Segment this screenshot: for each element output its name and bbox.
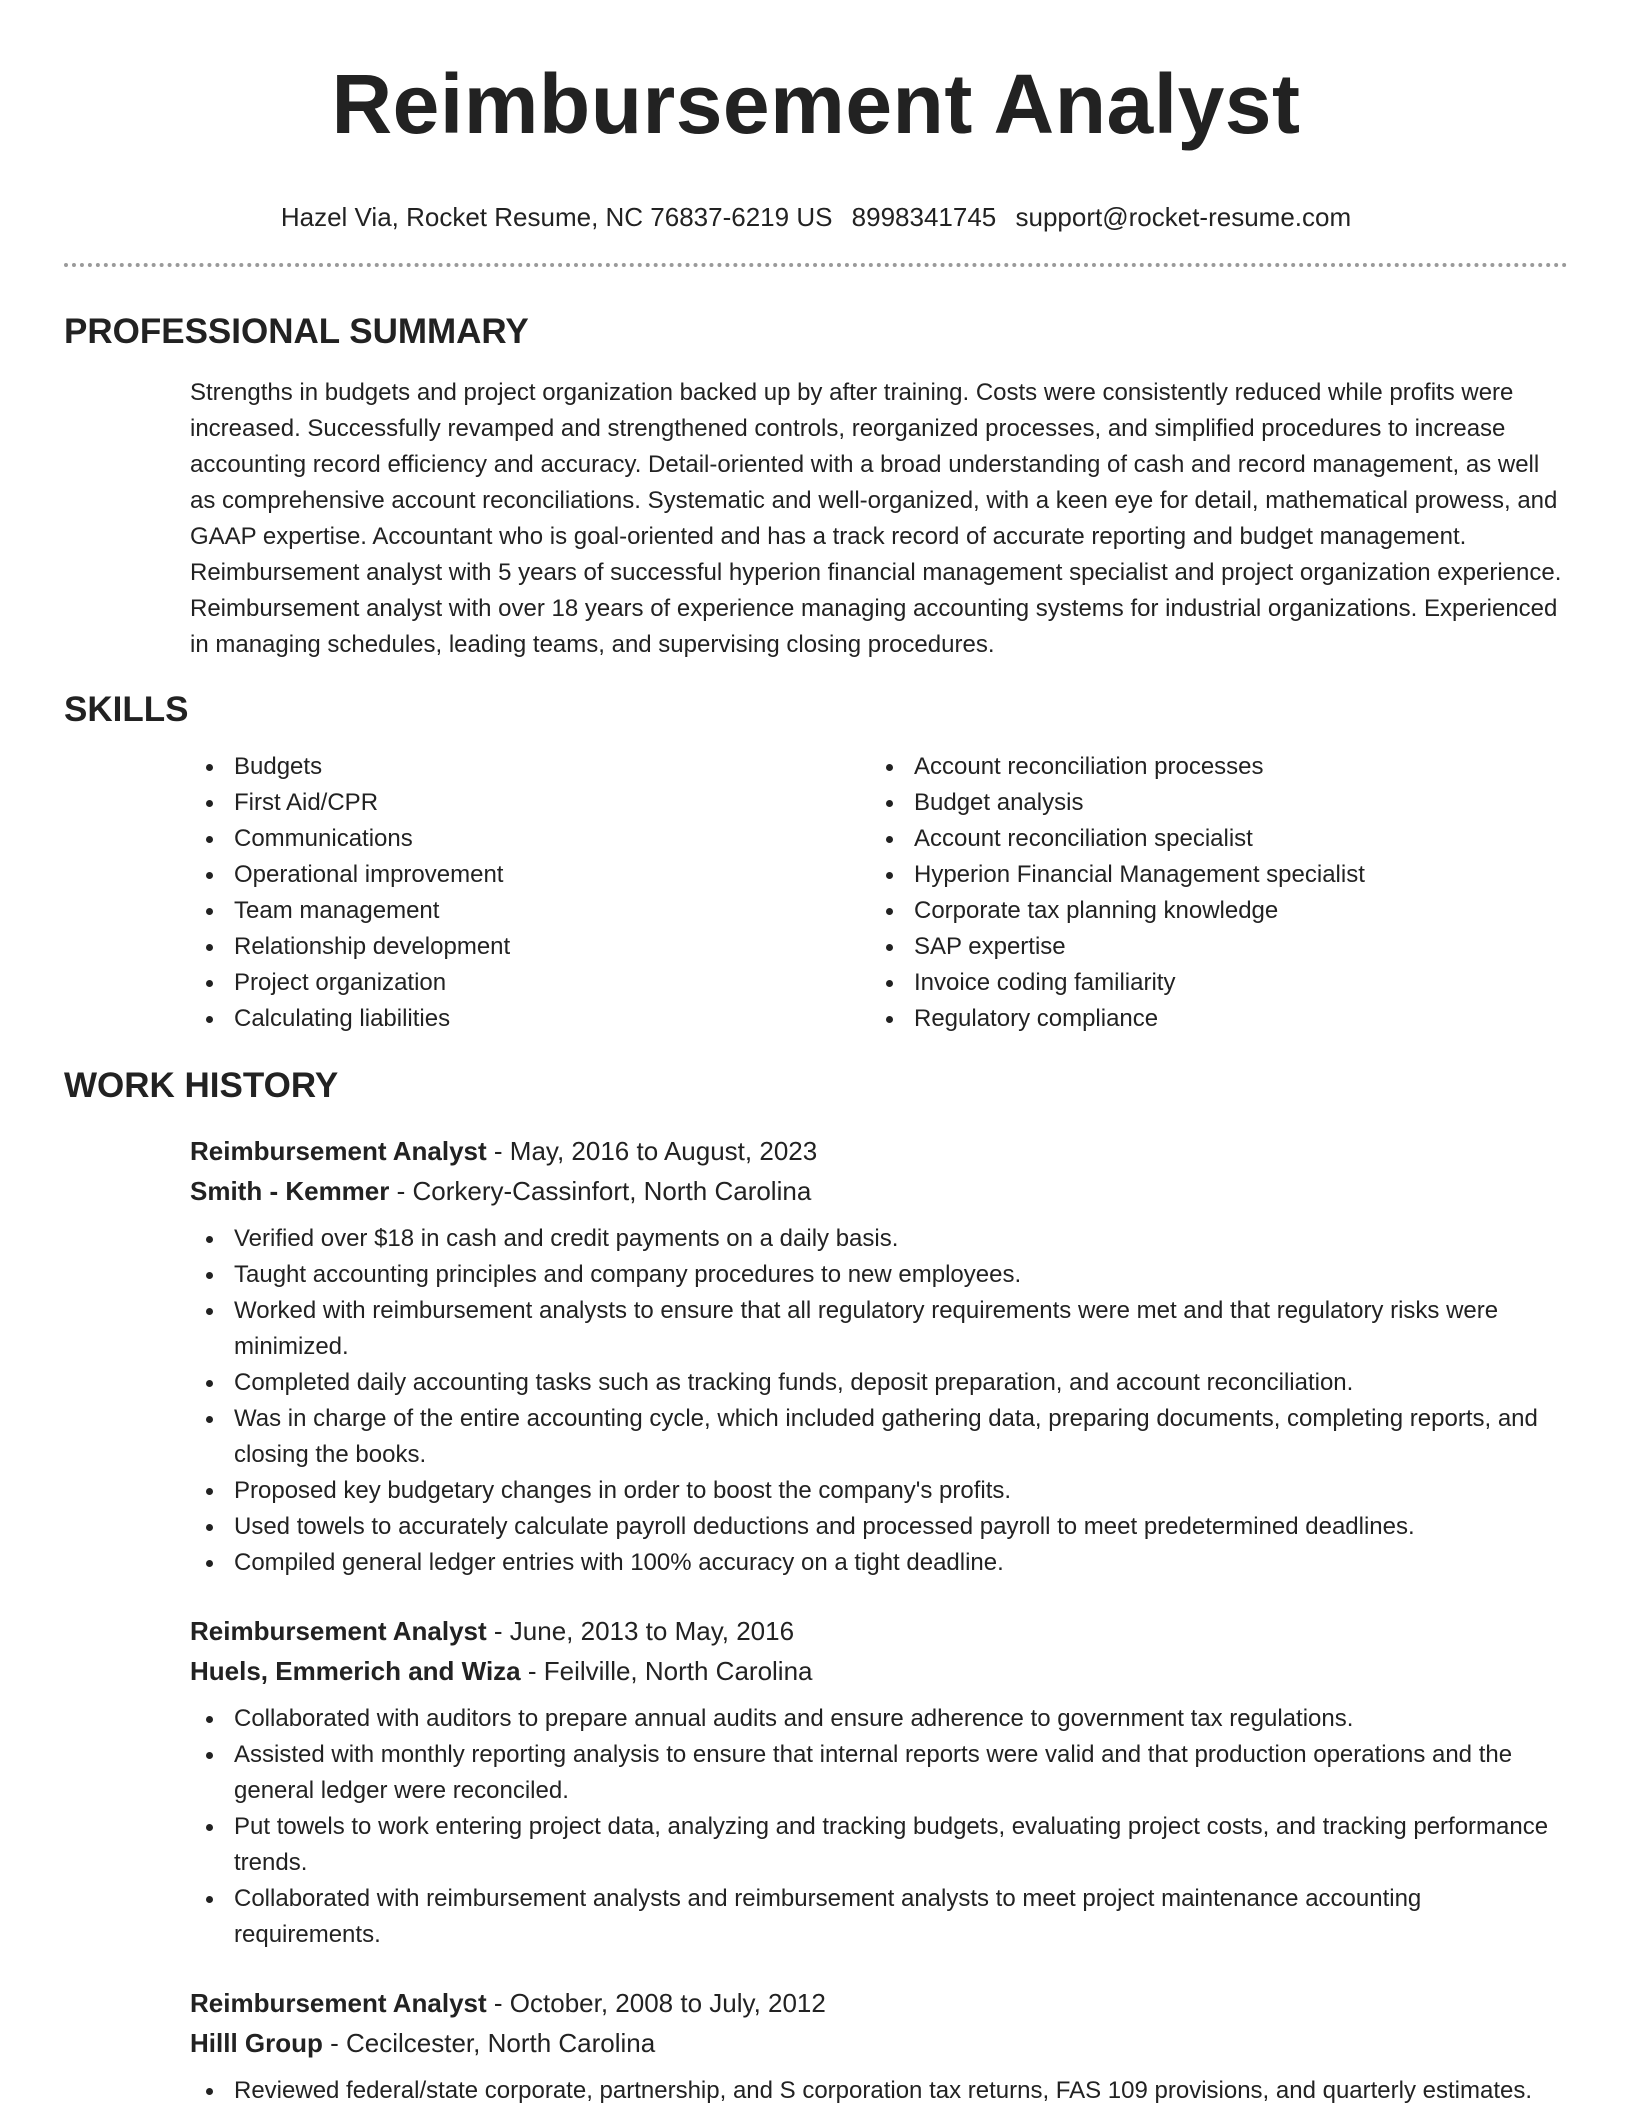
job-bullet: Used towels to accurately calculate payroll deductions and processed payroll to meet predetermined deadlines. [190,1509,1568,1545]
job-location: - Corkery-Cassinfort, North Carolina [389,1176,812,1207]
skill-item: Budget analysis [870,785,1550,821]
contact-phone: 8998341745 [851,202,997,233]
job-company: Smith - Kemmer [190,1176,390,1207]
skill-item: Hyperion Financial Management specialist [870,857,1550,893]
job-company: Hilll Group [190,2028,323,2059]
skill-item: Relationship development [190,929,870,965]
job-bullet: Proposed key budgetary changes in order to boost the company's profits. [190,1473,1568,1509]
summary-text: Strengths in budgets and project organization backed up by after training. Costs were consistently reduced while profits were increased. Successfully revamped and strengthened controls, reorganized processes, and simplified procedures to increase accounting record efficiency and accuracy. Detail-oriented with a broad understanding of cash and record management, as well as comprehensive account reconciliations. Systematic and well-organized, with a keen eye for detail, mathematical prowess, and GAAP expertise. Accountant who is goal-oriented and has a track record of accurate reporting and budget management. Reimbursement analyst with 5 years of successful hyperion financial management specialist and project organization experience. Reimbursement analyst with over 18 years of experience managing accounting systems for industrial organizations. Experienced in managing schedules, leading teams, and supervising closing procedures. [190,379,1562,659]
skill-item: Project organization [190,965,870,1001]
job-title-line [190,1131,1568,1171]
job-bullet: Compiled general ledger entries with 100% accuracy on a tight deadline. [190,1545,1568,1581]
job-bullet: Was in charge of the entire accounting cycle, which included gathering data, preparing documents, completing reports, and closing the books. [190,1401,1568,1473]
job-company-line [190,1171,1568,1211]
skill-item: Regulatory compliance [870,1001,1550,1037]
job-bullet: Collaborated with reimbursement analysts and reimbursement analysts to meet project maintenance accounting requirements. [190,1881,1568,1953]
job-location: - Cecilcester, North Carolina [322,2028,656,2059]
skill-item: Calculating liabilities [190,1001,870,1037]
job-bullet: Taught accounting principles and company procedures to new employees. [190,1257,1568,1293]
job-title-line [190,1611,1568,1651]
job-company-line [190,1651,1568,1691]
job-bullet: Assisted with monthly reporting analysis to ensure that internal reports were valid and that production operations and the general ledger were reconciled. [190,1737,1568,1809]
skill-item: Budgets [190,749,870,785]
contact-email: support@rocket-resume.com [1015,202,1352,233]
job-bullet: Worked with reimbursement analysts to ensure that all regulatory requirements were met and that regulatory risks were minimized. [190,1293,1568,1365]
job-bullets [190,1701,1568,1953]
work-history-heading: WORK HISTORY [64,1066,339,1106]
job-bullet: Reviewed federal/state corporate, partnership, and S corporation tax returns, FAS 109 provisions, and quarterly estimates. [190,2073,1568,2109]
skill-item: SAP expertise [870,929,1550,965]
skill-item: First Aid/CPR [190,785,870,821]
summary-heading: PROFESSIONAL SUMMARY [64,312,529,352]
job-bullets [190,1221,1568,1581]
contact-line [64,202,1568,233]
header-divider [64,263,1568,267]
skill-item: Account reconciliation processes [870,749,1550,785]
job-entry [190,1983,1568,2109]
contact-address: Hazel Via, Rocket Resume, NC 76837-6219 US [280,202,833,233]
job-company-line [190,2023,1568,2063]
skill-item: Account reconciliation specialist [870,821,1550,857]
job-bullet: Put towels to work entering project data, analyzing and tracking budgets, evaluating project costs, and tracking performance trends. [190,1809,1568,1881]
skills-heading: SKILLS [64,690,189,730]
job-title: Reimbursement Analyst [190,1988,487,2019]
job-bullet: Verified over $18 in cash and credit payments on a daily basis. [190,1221,1568,1257]
job-company: Huels, Emmerich and Wiza [190,1656,521,1687]
job-bullet: Collaborated with auditors to prepare annual audits and ensure adherence to government tax regulations. [190,1701,1568,1737]
skill-item: Invoice coding familiarity [870,965,1550,1001]
job-entry [190,1131,1568,1581]
skills-columns [190,749,1568,1037]
job-bullet: Completed daily accounting tasks such as tracking funds, deposit preparation, and account reconciliation. [190,1365,1568,1401]
resume-title: Reimbursement Analyst [331,57,1301,151]
job-dates: - October, 2008 to July, 2012 [486,1988,826,2019]
job-bullets [190,2073,1568,2109]
job-title: Reimbursement Analyst [190,1616,487,1647]
job-location: - Feilville, North Carolina [520,1656,813,1687]
skills-list-right [870,749,1550,1037]
job-dates: - May, 2016 to August, 2023 [486,1136,818,1167]
job-title: Reimbursement Analyst [190,1136,487,1167]
skill-item: Corporate tax planning knowledge [870,893,1550,929]
skills-list-left [190,749,870,1037]
skill-item: Operational improvement [190,857,870,893]
job-title-line [190,1983,1568,2023]
skill-item: Team management [190,893,870,929]
skill-item: Communications [190,821,870,857]
job-entry [190,1611,1568,1953]
resume-page [64,0,1568,2109]
job-dates: - June, 2013 to May, 2016 [486,1616,795,1647]
